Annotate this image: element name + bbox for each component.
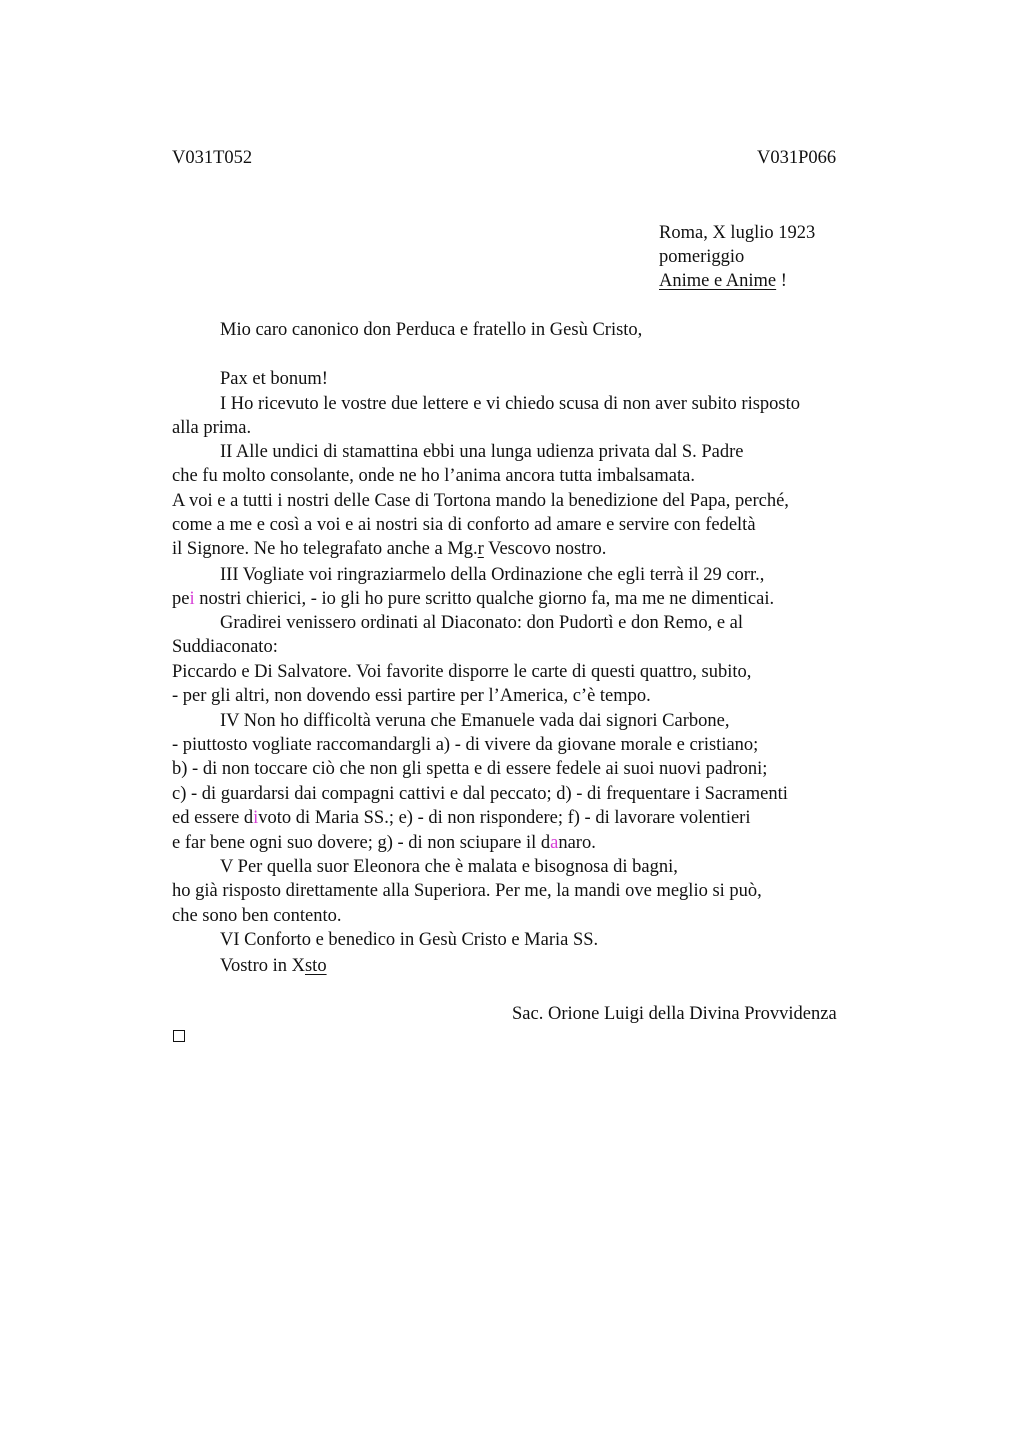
body-line: VI Conforto e benedico in Gesù Cristo e Maria SS. bbox=[220, 930, 599, 950]
motto-suffix: ! bbox=[776, 271, 787, 291]
body-line: che fu molto consolante, onde ne ho l’anima ancora tutta imbalsamata. bbox=[172, 466, 695, 486]
text-run: ed essere d bbox=[172, 808, 254, 828]
body-line: Gradirei venissero ordinati al Diaconato: don Pudortì e don Remo, e al bbox=[220, 613, 744, 633]
body-line: Suddiaconato: bbox=[172, 637, 278, 657]
highlighted-correction: i bbox=[253, 808, 259, 828]
body-line bbox=[172, 590, 774, 609]
body-line: V Per quella suor Eleonora che è malata e bisognosa di bagni, bbox=[220, 857, 678, 877]
closing bbox=[220, 957, 327, 976]
superscript-abbrev: r bbox=[477, 539, 484, 559]
body-line: che sono ben contento. bbox=[172, 906, 342, 926]
greeting: Pax et bonum! bbox=[220, 369, 328, 389]
text-run: pe bbox=[172, 589, 190, 609]
signature: Sac. Orione Luigi della Divina Provvidenza bbox=[512, 1004, 837, 1024]
body-line: I Ho ricevuto le vostre due lettere e vi chiedo scusa di non aver subito risposto bbox=[220, 394, 801, 414]
place-date: Roma, X luglio 1923 bbox=[659, 223, 816, 243]
text-run: e far bene ogni suo dovere; g) - di non sciupare il d bbox=[172, 833, 551, 853]
time-of-day: pomeriggio bbox=[659, 247, 745, 267]
body-line bbox=[172, 540, 606, 559]
body-line: III Vogliate voi ringraziarmelo della Ordinazione che egli terrà il 29 corr., bbox=[220, 565, 765, 585]
body-line bbox=[172, 809, 750, 828]
motto-text: Anime e Anime bbox=[659, 271, 777, 291]
body-line bbox=[172, 834, 596, 853]
body-line: b) - di non toccare ciò che non gli spetta e di essere fedele ai suoi nuovi padroni; bbox=[172, 759, 768, 779]
body-line: - per gli altri, non dovendo essi partire per l’America, c’è tempo. bbox=[172, 686, 651, 706]
text-run: voto di Maria SS.; e) - di non rispondere; f) - di lavorare volentieri bbox=[258, 808, 751, 828]
text-run: il Signore. Ne ho telegrafato anche a Mg. bbox=[172, 539, 478, 559]
archive-code-left: V031T052 bbox=[172, 148, 253, 168]
text-run: naro. bbox=[558, 833, 596, 853]
body-line: c) - di guardarsi dai compagni cattivi e dal peccato; d) - di frequentare i Sacramenti bbox=[172, 784, 788, 804]
body-line: IV Non ho difficoltà veruna che Emanuele vada dai signori Carbone, bbox=[220, 711, 730, 731]
salutation: Mio caro canonico don Perduca e fratello in Gesù Cristo, bbox=[220, 320, 643, 340]
highlighted-correction: i bbox=[189, 589, 195, 609]
body-line: II Alle undici di stamattina ebbi una lunga udienza privata dal S. Padre bbox=[220, 442, 744, 462]
body-line: alla prima. bbox=[172, 418, 252, 438]
body-line: - piuttosto vogliate raccomandargli a) - di vivere da giovane morale e cristiano; bbox=[172, 735, 759, 755]
body-line: A voi e a tutti i nostri delle Case di Tortona mando la benedizione del Papa, perché, bbox=[172, 491, 789, 511]
text-run: nostri chierici, - io gli ho pure scritto qualche giorno fa, ma me ne dimenticai. bbox=[194, 589, 775, 609]
highlighted-correction: a bbox=[550, 833, 559, 853]
superscript-abbrev: sto bbox=[304, 956, 327, 976]
body-line: Piccardo e Di Salvatore. Voi favorite disporre le carte di questi quattro, subito, bbox=[172, 662, 752, 682]
text-run: Vescovo nostro. bbox=[483, 539, 607, 559]
empty-square-icon bbox=[173, 1030, 185, 1042]
body-line: come a me e così a voi e ai nostri sia di conforto ad amare e servire con fedeltà bbox=[172, 515, 756, 535]
text-run: Vostro in X bbox=[220, 956, 305, 976]
archive-code-right: V031P066 bbox=[757, 148, 837, 168]
body-line: ho già risposto direttamente alla Superiora. Per me, la mandi ove meglio si può, bbox=[172, 881, 762, 901]
motto bbox=[659, 272, 787, 291]
